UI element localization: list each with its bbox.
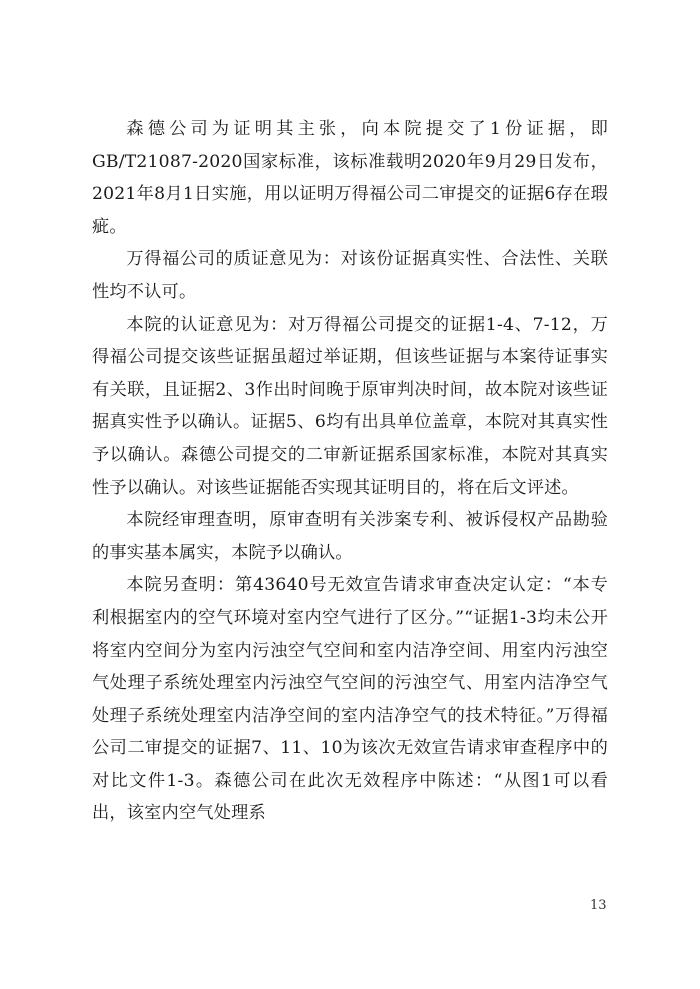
paragraph-evidence-submission: 森德公司为证明其主张，向本院提交了1份证据，即GB/T21087-2020国家标准，该标准载明2020年9月29日发布，2021年8月1日实施，用以证明万得福公司二审提交的证据6存在瑕疵。: [92, 119, 608, 237]
body-text: [92, 113, 608, 830]
paragraph-facts-found: 本院经审理查明，原审查明有关涉案专利、被诉侵权产品勘验的事实基本属实，本院予以确认。: [92, 510, 608, 563]
paragraph-court-certification: 本院的认证意见为：对万得福公司提交的证据1-4、7-12，万得福公司提交该些证据虽超过举证期，但该些证据与本案待证事实有关联，且证据2、3作出时间晚于原审判决时间，故本院对该些证据真实性予以确认。证据5、6均有出具单位盖章，本院对其真实性予以确认。森德公司提交的二审新证据系国家标准，本院对其真实性予以确认。对该些证据能否实现其证明目的，将在后文评述。: [92, 314, 608, 498]
paragraph-cross-examination: 万得福公司的质证意见为：对该份证据真实性、合法性、关联性均不认可。: [92, 249, 608, 302]
page-number: 13: [590, 898, 607, 913]
paragraph-further-findings: 本院另查明：第43640号无效宣告请求审查决定认定：“本专利根据室内的空气环境对室内空气进行了区分。”“证据1-3均未公开将室内空间分为室内污浊空气空间和室内洁净空间、用室内污浊空气处理子系统处理室内污浊空气空间的污浊空气、用室内洁净空气处理子系统处理室内洁净空间的室内洁净空气的技术特征。”万得福公司二审提交的证据7、11、10为该次无效宣告请求审查程序中的对比文件1-3。森德公司在此次无效程序中陈述：“从图1可以看出，该室内空气处理系: [92, 575, 608, 824]
